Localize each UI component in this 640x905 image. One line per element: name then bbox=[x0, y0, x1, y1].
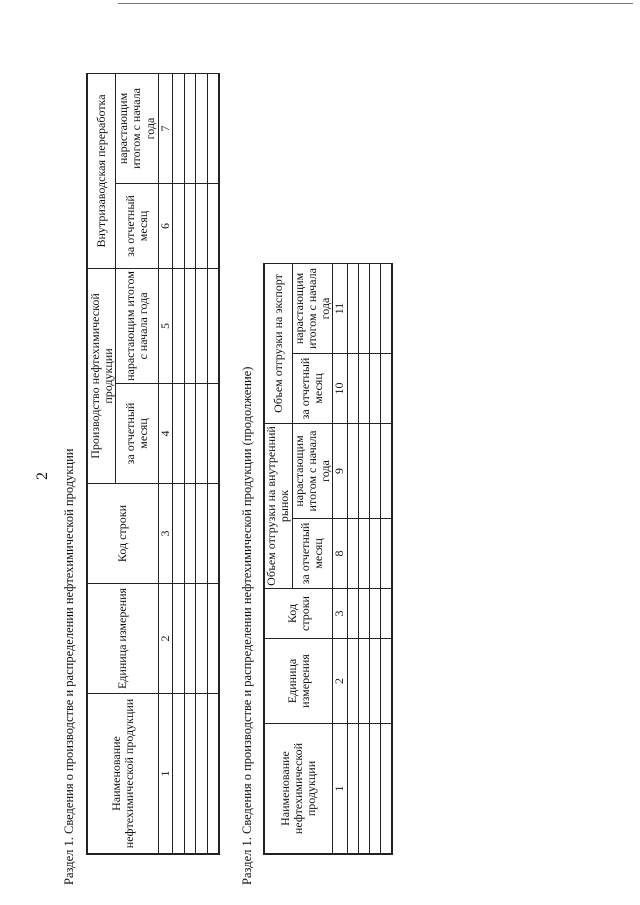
header-domestic-ytd: нарастающим итогом с начала года bbox=[292, 424, 333, 519]
header-export-ytd: нарастающим итогом с начала года bbox=[292, 263, 333, 353]
column-number: 7 bbox=[158, 73, 173, 183]
column-number: 2 bbox=[333, 639, 347, 724]
column-number: 1 bbox=[158, 694, 173, 854]
header-production-month: за отчетный месяц bbox=[116, 384, 158, 484]
header-domestic-month: за отчетный месяц bbox=[292, 519, 333, 589]
header-production: Производство нефтехимической продукции bbox=[88, 268, 116, 483]
header-name: Наименование нефтехимической продукции bbox=[88, 694, 159, 854]
table-row bbox=[347, 263, 358, 853]
column-number: 1 bbox=[333, 724, 347, 854]
header-code: Код строки bbox=[88, 484, 159, 584]
header-unit: Единица измерения bbox=[88, 584, 159, 694]
header-name: Наименование нефтехимической продукции bbox=[265, 724, 333, 854]
column-number: 8 bbox=[333, 519, 347, 589]
section-2-table bbox=[263, 263, 393, 855]
section-1-title: Раздел 1. Сведения о производстве и распределении нефтехимической продукции bbox=[62, 448, 76, 885]
column-number: 10 bbox=[333, 354, 347, 424]
table-row bbox=[184, 73, 195, 853]
column-number: 6 bbox=[158, 183, 173, 268]
table-row bbox=[173, 73, 184, 853]
header-unit: Единица измерения bbox=[265, 639, 333, 724]
header-processing-ytd: нарастающим итогом с начала года bbox=[116, 73, 158, 183]
column-number: 2 bbox=[158, 584, 173, 694]
section-2-title: Раздел 1. Сведения о производстве и распределении нефтехимической продукции (продолжение) bbox=[240, 366, 254, 885]
table-row bbox=[196, 73, 207, 853]
rotated-page bbox=[30, 25, 600, 885]
column-number: 9 bbox=[333, 424, 347, 519]
header-processing-month: за отчетный месяц bbox=[116, 183, 158, 268]
page-number: 2 bbox=[34, 472, 51, 480]
header-processing: Внутризаводская переработка bbox=[88, 73, 116, 268]
column-number: 3 bbox=[333, 589, 347, 639]
header-export: Объем отгрузки на экспорт bbox=[265, 263, 293, 423]
column-number: 11 bbox=[333, 263, 347, 353]
header-domestic: Объем отгрузки на внутренний рынок bbox=[265, 424, 293, 589]
column-number: 5 bbox=[158, 268, 173, 383]
section-1-table bbox=[86, 73, 220, 855]
header-code: Код строки bbox=[265, 589, 333, 639]
table-row bbox=[358, 263, 369, 853]
table-row bbox=[380, 263, 391, 853]
header-production-ytd: нарастающим итогом с начала года bbox=[116, 268, 158, 383]
column-number: 4 bbox=[158, 384, 173, 484]
column-number: 3 bbox=[158, 484, 173, 584]
top-rule bbox=[118, 3, 633, 4]
table-row bbox=[207, 73, 218, 853]
table-row bbox=[369, 263, 380, 853]
header-export-month: за отчетный месяц bbox=[292, 354, 333, 424]
